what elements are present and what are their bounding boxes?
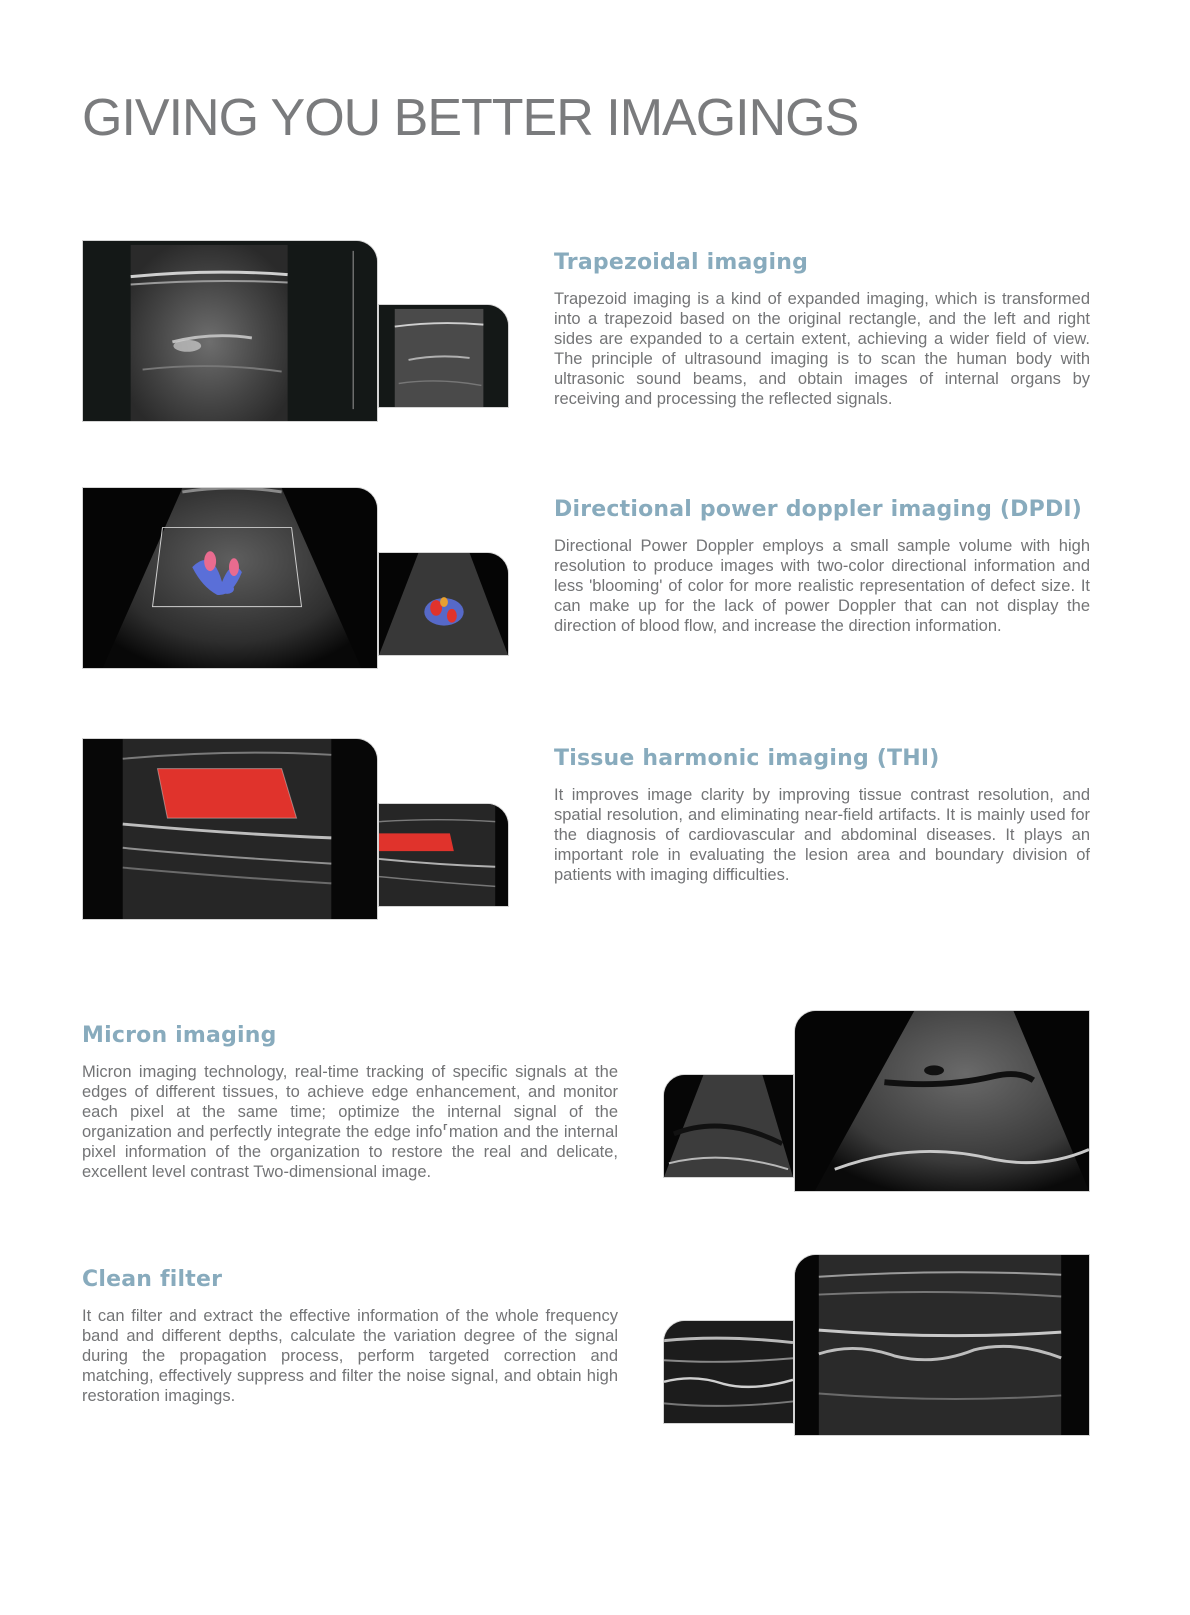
page-title: GIVING YOU BETTER IMAGINGS	[82, 89, 859, 147]
clean-filter-ultrasound-inset-image	[663, 1320, 794, 1424]
thi-ultrasound-main-image	[82, 738, 378, 920]
micron-ultrasound-main-image	[794, 1010, 1090, 1192]
section-body: Trapezoid imaging is a kind of expanded imaging, which is transformed into a trapezoid based on the original rectangle, and the left and right sides are expanded to a certain extent, achieving a wider field of view. The principle of ultrasound imaging is to scan the human body with ultrasonic sound beams, and obtain images of internal organs by receiving and processing the reflected signals.	[554, 290, 1090, 408]
dpdi-ultrasound-main-image	[82, 487, 378, 669]
section-heading: Trapezoidal imaging	[554, 250, 809, 275]
section-clean-filter	[82, 1267, 618, 1406]
section-heading: Clean filter	[82, 1267, 223, 1292]
section-heading: Tissue harmonic imaging (THI)	[554, 746, 940, 771]
section-body: It can filter and extract the effective information of the whole frequency band and different depths, calculate the variation degree of the signal during the propagation process, perform targeted correction and matching, effectively suppress and filter the noise signal, and obtain high restoration imagings.	[82, 1307, 618, 1405]
dpdi-ultrasound-inset-image	[378, 552, 509, 656]
section-heading: Directional power doppler imaging (DPDI)	[554, 497, 1083, 522]
section-body: Micron imaging technology, real-time tracking of specific signals at the edges of different tissues, to achieve edge enhancement, and monitor each pixel at the same time; optimize the internal signal of the organization and perfectly integrate the edge info⸢mation and the internal pixel information of the organization to restore the real and delicate, excellent level contrast Two-dimensional image.	[82, 1063, 618, 1181]
section-body: It improves image clarity by improving tissue contrast resolution, and spatial resolution, and eliminating near-field artifacts. It is mainly used for the diagnosis of cardiovascular and abdominal diseases. It plays an important role in evaluating the lesion area and boundary division of patients with imaging difficulties.	[554, 786, 1090, 884]
section-body: Directional Power Doppler employs a small sample volume with high resolution to produce images with two-color directional information and less 'blooming' of color for more realistic representation of defect size. It can make up for the lack of power Doppler that can not display the direction of blood flow, and increase the direction information.	[554, 537, 1090, 635]
section-heading: Micron imaging	[82, 1023, 277, 1048]
clean-filter-ultrasound-main-image	[794, 1254, 1090, 1436]
thi-ultrasound-inset-image	[378, 803, 509, 907]
micron-ultrasound-inset-image	[663, 1074, 794, 1178]
section-micron-imaging	[82, 1023, 618, 1182]
trapezoid-ultrasound-inset-image	[378, 304, 509, 408]
section-trapezoidal-imaging	[554, 250, 1090, 409]
section-thi	[554, 746, 1090, 885]
trapezoid-ultrasound-main-image	[82, 240, 378, 422]
section-dpdi	[554, 497, 1090, 636]
